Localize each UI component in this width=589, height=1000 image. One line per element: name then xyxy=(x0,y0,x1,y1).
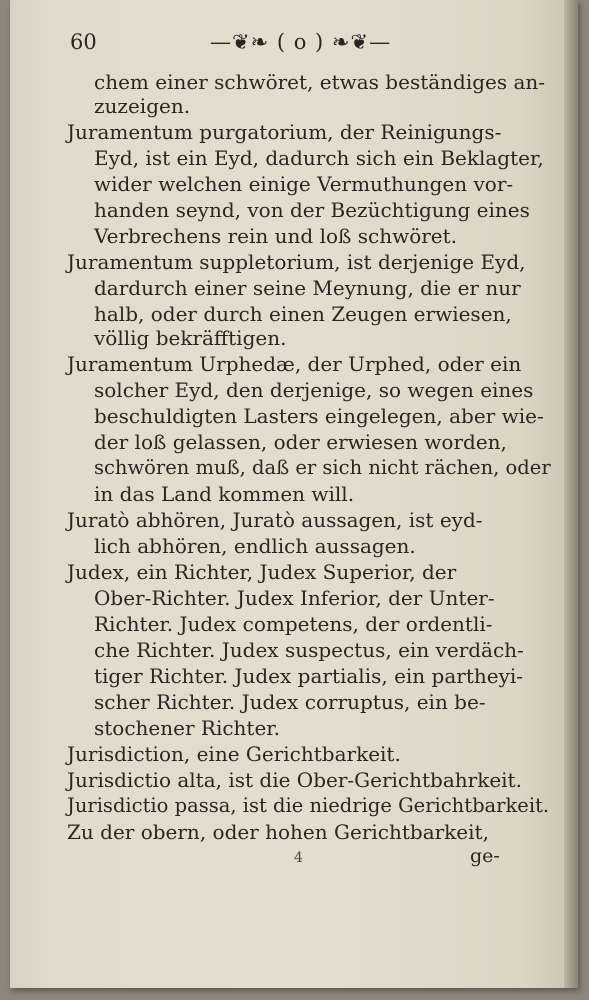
page-number: 60 xyxy=(70,30,97,54)
text-line: Juramentum Urphedæ, der Urphed, oder ein xyxy=(67,352,522,376)
text-line: wider welchen einige Vermuthungen vor- xyxy=(94,172,514,196)
text-line: beschuldigten Lasters eingelegen, aber wie- xyxy=(94,404,544,428)
text-line: Ober-Richter. Judex Inferior, der Unter- xyxy=(94,586,495,610)
text-line: völlig bekräfftigen. xyxy=(94,326,287,350)
text-line: Juramentum suppletorium, ist derjenige Eyd, xyxy=(67,250,526,274)
text-line: solcher Eyd, den derjenige, so wegen eines xyxy=(94,378,534,402)
text-line: handen seynd, von der Bezüchtigung eines xyxy=(94,198,530,222)
text-line: tiger Richter. Judex partialis, ein partheyi- xyxy=(94,664,524,688)
text-line: halb, oder durch einen Zeugen erwiesen, xyxy=(94,302,512,326)
text-line: dardurch einer seine Meynung, die er nur xyxy=(94,276,521,300)
text-line: Richter. Judex competens, der ordentli- xyxy=(94,612,493,636)
header-ornament: —❦❧ ( o ) ❧❦— xyxy=(210,30,392,54)
text-line: in das Land kommen will. xyxy=(94,482,355,506)
text-line: chem einer schwöret, etwas beständiges an- xyxy=(94,70,546,94)
text-line: der loß gelassen, oder erwiesen worden, xyxy=(94,430,507,454)
book-page xyxy=(10,0,578,988)
signature-mark: 4 xyxy=(294,850,303,866)
text-line: che Richter. Judex suspectus, ein verdäch- xyxy=(94,638,524,662)
text-line: stochener Richter. xyxy=(94,716,281,740)
text-line: scher Richter. Judex corruptus, ein be- xyxy=(94,690,486,714)
text-line: Juramentum purgatorium, der Reinigungs- xyxy=(67,120,502,144)
text-line: Jurisdictio alta, ist die Ober-Gerichtbahrkeit. xyxy=(67,768,522,792)
text-line: Eyd, ist ein Eyd, dadurch sich ein Beklagter, xyxy=(94,146,544,170)
text-line: zuzeigen. xyxy=(94,94,191,118)
text-line: Judex, ein Richter, Judex Superior, der xyxy=(67,560,457,584)
text-line: lich abhören, endlich aussagen. xyxy=(94,534,416,558)
catchword: ge- xyxy=(470,845,500,867)
text-line: Jurisdictio passa, ist die niedrige Gerichtbarkeit. xyxy=(67,794,550,817)
text-line: Verbrechens rein und loß schwöret. xyxy=(94,224,458,248)
text-line: schwören muß, daß er sich nicht rächen, oder xyxy=(94,456,551,479)
text-body xyxy=(10,0,578,988)
text-line: Zu der obern, oder hohen Gerichtbarkeit, xyxy=(67,820,489,844)
text-line: Jurisdiction, eine Gerichtbarkeit. xyxy=(67,742,401,766)
text-line: Juratò abhören, Juratò aussagen, ist eyd- xyxy=(67,508,483,532)
